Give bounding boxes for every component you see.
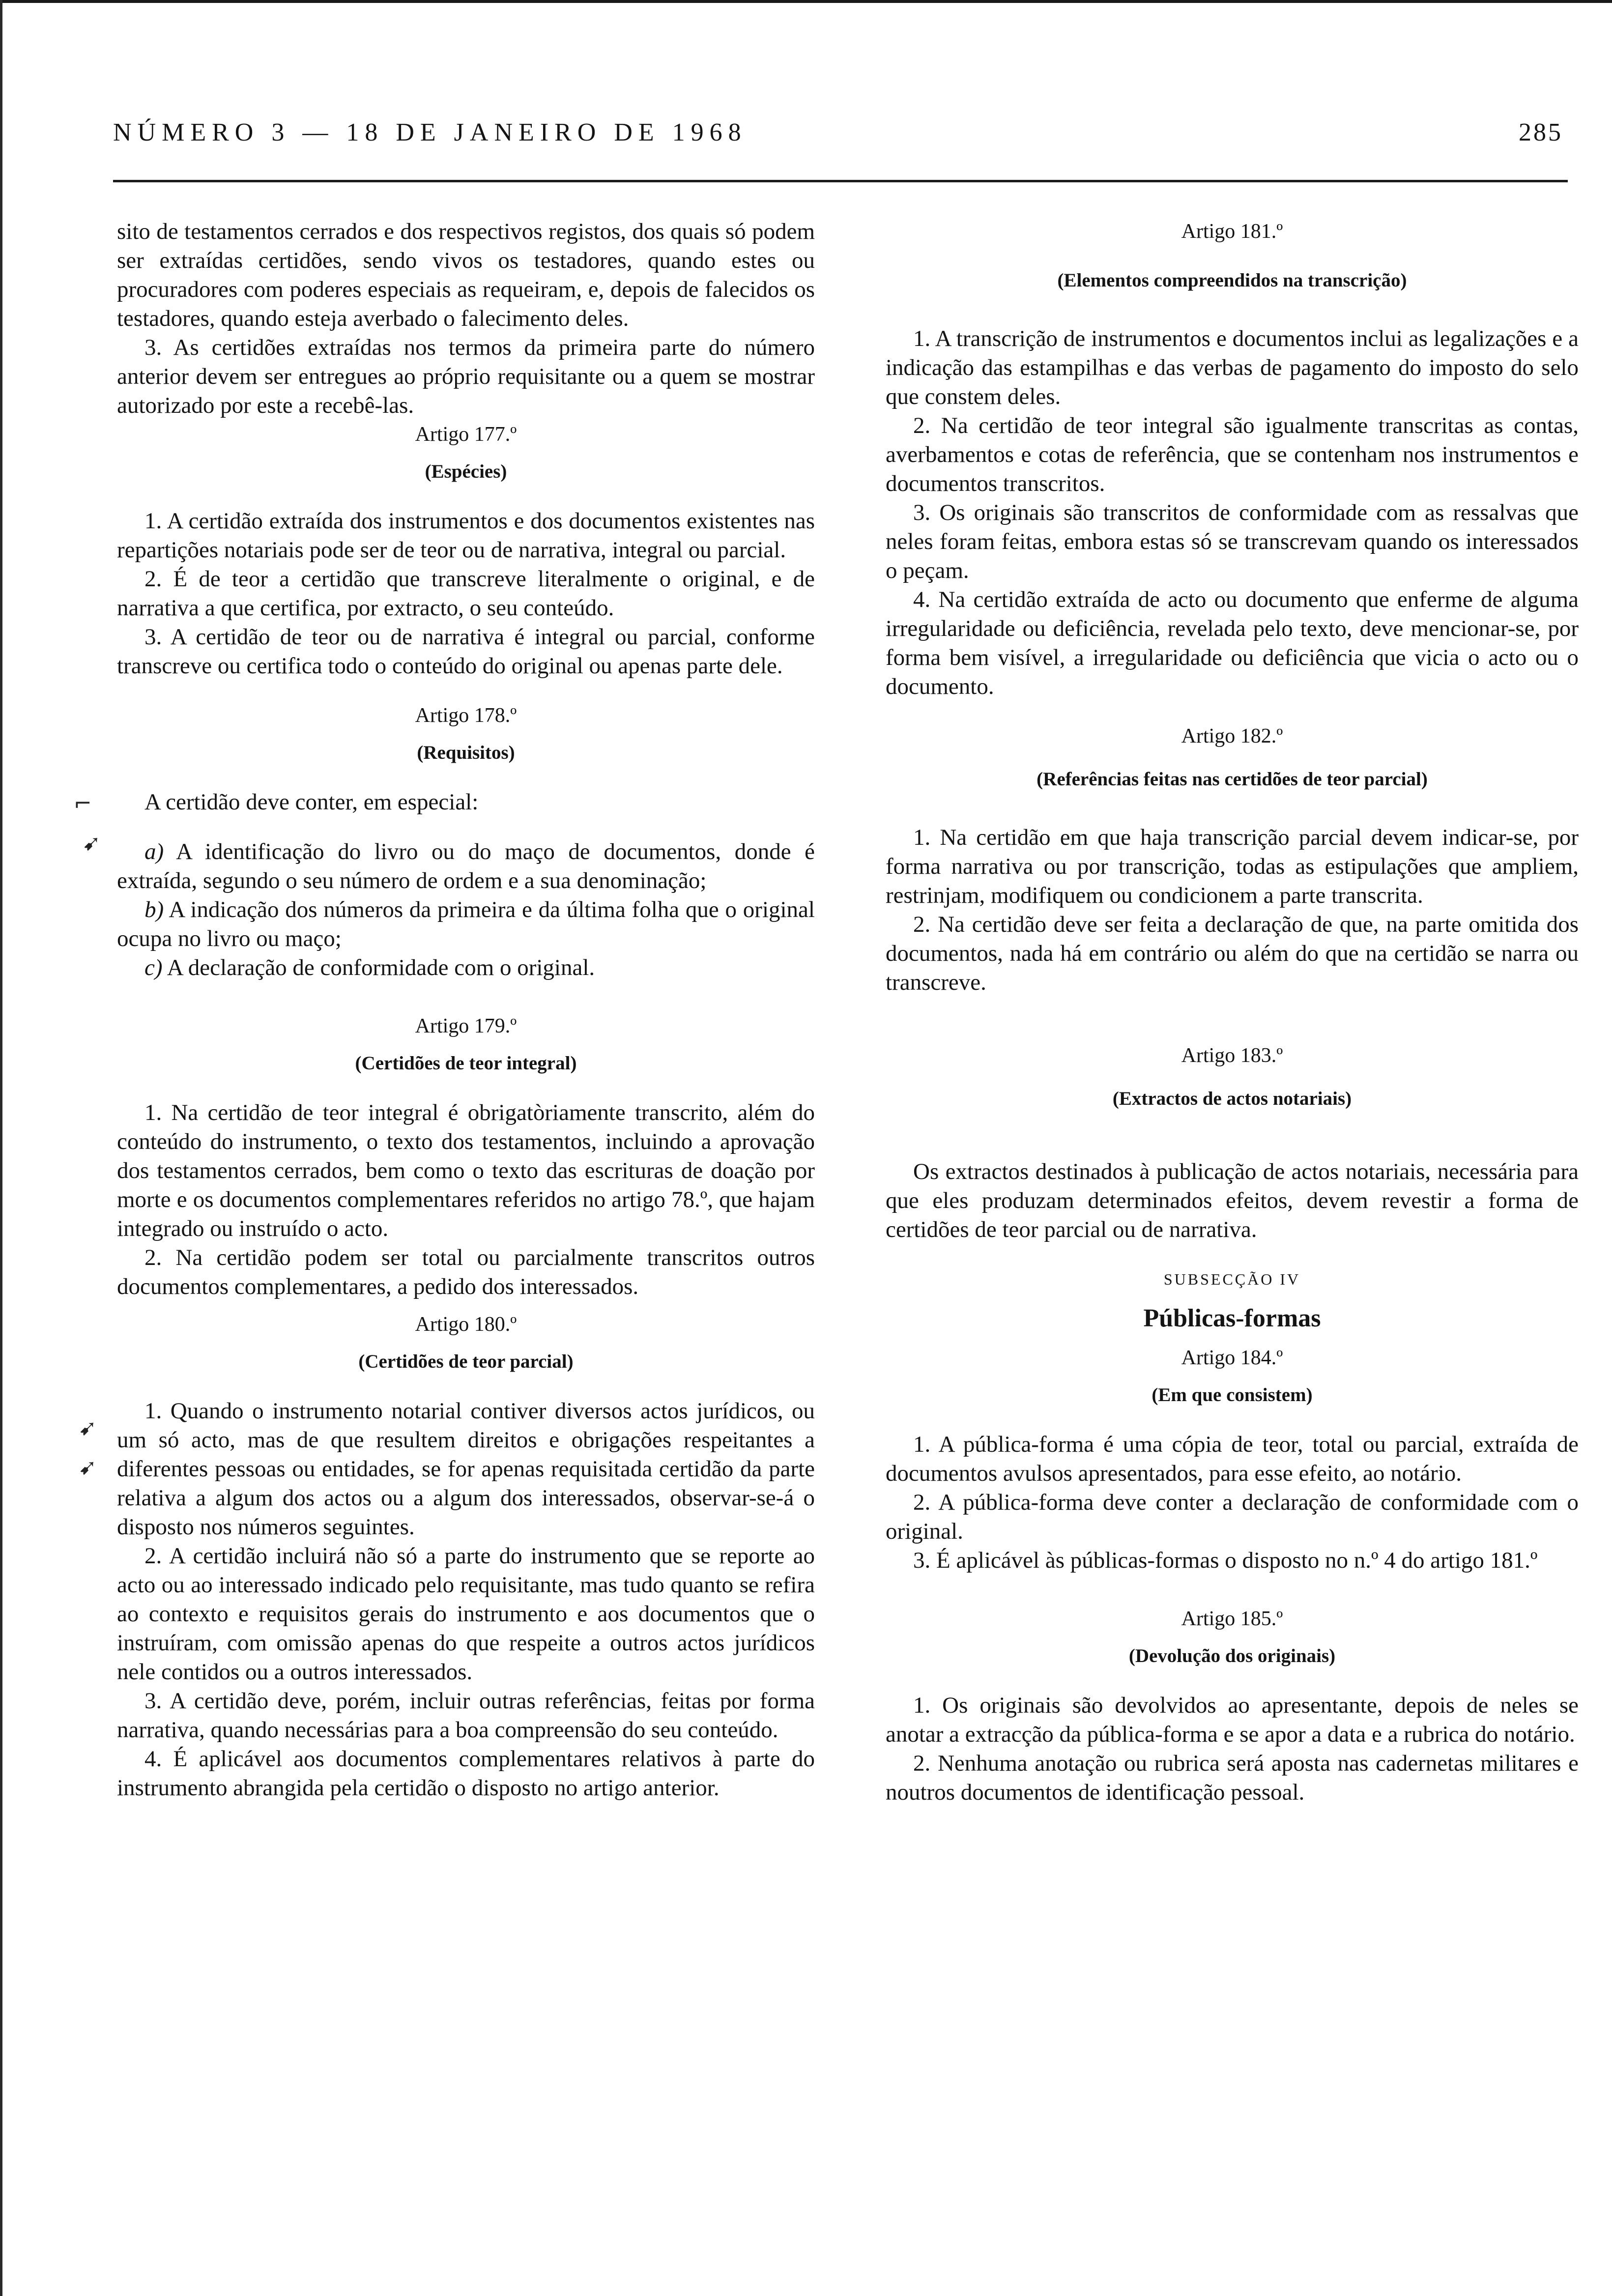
paragraph: 2. A certidão incluirá não só a parte do instrumento que se reporte ao acto ou ao interessado indicado pelo requisitante, mas tudo quanto se refira ao contexto e requisitos gerais do instrumento e aos documentos que o instruíram, com omissão apenas do que respeite a outros actos jurídicos nele contidos ou a outros interessados. (117, 1543, 815, 1685)
paragraph: 2. É de teor a certidão que transcreve literalmente o original, e de narrativa a que certifica, por extracto, o seu conteúdo. (117, 566, 815, 621)
scan-top-edge (0, 0, 1612, 3)
paragraph: 3. É aplicável às públicas-formas o disposto no n.º 4 do artigo 181.º (913, 1548, 1538, 1573)
paragraph: 1. Na certidão em que haja transcrição parcial devem indicar-se, por forma narrativa ou por transcrição, todas as estipulações que ampliem, restrinjam, modifiquem ou condicionem a parte transcrita. (886, 825, 1579, 908)
page-number: 285 (1519, 118, 1563, 146)
item-letter: b) (144, 897, 164, 922)
paragraph: sito de testamentos cerrados e dos respectivos registos, dos quais só podem ser extraídas certidões, sendo vivos os testadores, quando estes ou procuradores com poderes especiais as requeiram, e, depois de falecidos os testadores, quando esteja averbado o falecimento deles. (117, 219, 815, 331)
article-title: Artigo 178.º (415, 704, 517, 727)
item-text: A declaração de conformidade com o original. (167, 955, 595, 980)
left-column (117, 217, 815, 1803)
subsection-label: SUBSECÇÃO IV (1163, 1270, 1301, 1288)
paragraph: 3. A certidão de teor ou de narrativa é integral ou parcial, conforme transcreve ou certifica todo o conteúdo do original ou apenas parte dele. (117, 624, 815, 679)
paragraph: 2. Nenhuma anotação ou rubrica será aposta nas cadernetas militares e noutros documentos de identificação pessoal. (886, 1751, 1579, 1805)
paragraph: 3. As certidões extraídas nos termos da primeira parte do número anterior devem ser entregues ao próprio requisitante ou a quem se mostrar autorizado por este a recebê-las. (117, 335, 815, 418)
item-letter: c) (144, 955, 163, 980)
article-title: Artigo 184.º (1181, 1347, 1283, 1369)
paragraph: 2. Na certidão deve ser feita a declaração de que, na parte omitida dos documentos, nada há em contrário ou além do que na certidão se narra ou transcreve. (886, 912, 1579, 995)
paragraph: 3. A certidão deve, porém, incluir outras referências, feitas por forma narrativa, quando necessárias para a boa compreensão do seu conteúdo. (117, 1688, 815, 1743)
item-text: A indicação dos números da primeira e da última folha que o original ocupa no livro ou maço; (117, 897, 815, 951)
article-title: Artigo 181.º (1181, 220, 1283, 243)
right-column (886, 217, 1579, 1807)
paragraph: 1. Na certidão de teor integral é obrigatòriamente transcrito, além do conteúdo do instrumento, o texto dos testamentos, incluindo a aprovação dos testamentos cerrados, bem como o texto das escrituras de doação por morte e os documentos complementares referidos no artigo 78.º, que hajam integrado ou instruído o acto. (117, 1100, 815, 1241)
article-title: Artigo 185.º (1181, 1607, 1283, 1630)
paragraph: Os extractos destinados à publicação de actos notariais, necessária para que eles produzam determinados efeitos, devem revestir a forma de certidões de teor parcial ou de narrativa. (886, 1159, 1579, 1242)
margin-arrow-icon: ➹ (79, 1415, 97, 1440)
paragraph: 2. A pública-forma deve conter a declaração de conformidade com o original. (886, 1490, 1579, 1544)
article-heading: (Devolução dos originais) (1128, 1645, 1336, 1666)
article-title: Artigo 177.º (415, 423, 517, 446)
running-head: NÚMERO 3 — 18 DE JANEIRO DE 1968 (113, 118, 747, 146)
article-title: Artigo 179.º (415, 1015, 517, 1037)
paragraph: 1. Os originais são devolvidos ao apresentante, depois de neles se anotar a extracção da pública-forma e se apor a data e a rubrica do notário. (886, 1693, 1579, 1747)
list-item (117, 895, 815, 953)
article-heading: (Referências feitas nas certidões de teor parcial) (1036, 769, 1428, 790)
scan-left-edge (0, 0, 2, 2296)
paragraph: 1. A pública-forma é uma cópia de teor, total ou parcial, extraída de documentos avulsos apresentados, para esse efeito, ao notário. (886, 1432, 1579, 1486)
article-heading: (Certidões de teor integral) (355, 1053, 577, 1074)
article-title: Artigo 180.º (415, 1313, 517, 1336)
margin-pen-mark-icon: ⌐ (74, 791, 92, 816)
paragraph: 3. Os originais são transcritos de conformidade com as ressalvas que neles foram feitas, embora estas só se transcrevam quando os interessados o peçam. (886, 500, 1579, 583)
paragraph: 4. É aplicável aos documentos complementares relativos à parte do instrumento abrangida pela certidão o disposto no artigo anterior. (117, 1746, 815, 1801)
margin-arrow-icon: ➹ (79, 1455, 97, 1480)
paragraph: 1. A certidão extraída dos instrumentos e dos documentos existentes nas repartições notariais pode ser de teor ou de narrativa, integral ou parcial. (117, 508, 815, 563)
paragraph: 2. Na certidão podem ser total ou parcialmente transcritos outros documentos complementares, a pedido dos interessados. (117, 1245, 815, 1299)
paragraph: 4. Na certidão extraída de acto ou documento que enferme de alguma irregularidade ou deficiência, revelada pelo texto, deve mencionar-se, por forma bem visível, a irregularidade ou deficiência que vicia o acto ou o documento. (886, 587, 1579, 699)
header-rule (113, 180, 1568, 182)
article-title: Artigo 183.º (1181, 1044, 1283, 1067)
paragraph: 1. Quando o instrumento notarial contiver diversos actos jurídicos, ou um só acto, mas de que resultem direitos e obrigações respeitantes a diferentes pessoas ou entidades, se for apenas requisitada certidão da parte relativa a algum dos actos ou a algum dos interessados, observar-se-á o disposto nos números seguintes. (117, 1398, 815, 1540)
article-heading: (Certidões de teor parcial) (358, 1351, 574, 1372)
section-title: Públicas-formas (1143, 1304, 1321, 1332)
article-heading: (Extractos de actos notariais) (1112, 1088, 1352, 1109)
paragraph: 2. Na certidão de teor integral são igualmente transcritas as contas, averbamentos e cotas de referência, que se contenham nos instrumentos e documentos transcritos. (886, 413, 1579, 496)
article-title: Artigo 182.º (1181, 725, 1283, 747)
paragraph: 1. A transcrição de instrumentos e documentos inclui as legalizações e a indicação das estampilhas e das verbas de pagamento do imposto do selo que constem deles. (886, 326, 1579, 409)
article-heading: (Espécies) (425, 461, 507, 482)
article-heading: (Requisitos) (417, 742, 515, 763)
article-heading: (Em que consistem) (1151, 1384, 1313, 1406)
list-item (117, 837, 815, 895)
page-header (113, 118, 1563, 157)
paragraph: A certidão deve conter, em especial: (144, 789, 479, 815)
list-item (117, 953, 815, 982)
article-heading: (Elementos compreendidos na transcrição) (1057, 270, 1407, 291)
item-text: A identificação do livro ou do maço de documentos, donde é extraída, segundo o seu número de ordem e a sua denominação; (117, 839, 815, 893)
margin-arrow-icon: ➹ (83, 831, 101, 856)
item-letter: a) (144, 839, 164, 864)
